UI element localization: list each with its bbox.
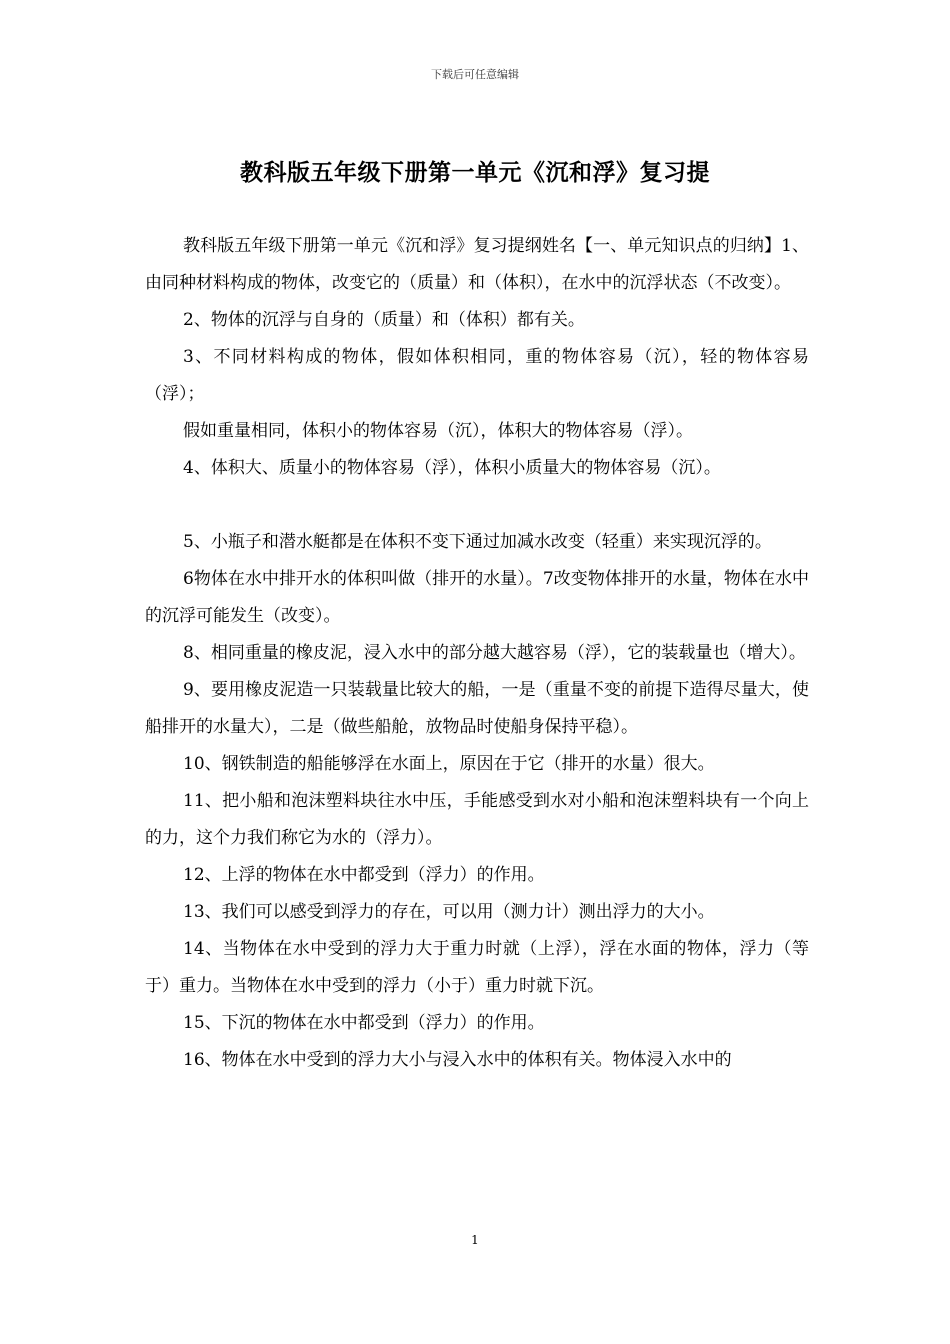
page-title: 教科版五年级下册第一单元《沉和浮》复习提 xyxy=(240,159,710,186)
paragraph-4: 4、体积大、质量小的物体容易（浮），体积小质量大的物体容易（沉）。 xyxy=(183,458,721,478)
paragraph-9: 9、要用橡皮泥造一只装载量比较大的船，一是（重量不变的前提下造得尽量大，使船排开的水量大），二是（做些船舱，放物品时使船身保持平稳）。 xyxy=(145,680,809,737)
document-body xyxy=(145,228,809,1079)
page-number: 1 xyxy=(471,1233,479,1247)
paragraph-intro: 教科版五年级下册第一单元《沉和浮》复习提纲姓名【一、单元知识点的归纳】1、由同种材料构成的物体，改变它的（质量）和（体积），在水中的沉浮状态（不改变）。 xyxy=(145,236,809,293)
paragraph-11: 11、把小船和泡沫塑料块往水中压，手能感受到水对小船和泡沫塑料块有一个向上的力，这个力我们称它为水的（浮力）。 xyxy=(145,791,809,848)
paragraph-10: 10、钢铁制造的船能够浮在水面上，原因在于它（排开的水量）很大。 xyxy=(183,754,715,774)
paragraph-13: 13、我们可以感受到浮力的存在，可以用（测力计）测出浮力的大小。 xyxy=(183,902,715,922)
header-note: 下载后可任意编辑 xyxy=(431,68,519,81)
paragraph-3-continued: 假如重量相同，体积小的物体容易（沉），体积大的物体容易（浮）。 xyxy=(183,421,693,441)
paragraph-12: 12、上浮的物体在水中都受到（浮力）的作用。 xyxy=(183,865,545,885)
paragraph-16: 16、物体在水中受到的浮力大小与浸入水中的体积有关。物体浸入水中的 xyxy=(183,1050,732,1070)
paragraph-15: 15、下沉的物体在水中都受到（浮力）的作用。 xyxy=(183,1013,545,1033)
paragraph-2: 2、物体的沉浮与自身的（质量）和（体积）都有关。 xyxy=(183,310,585,330)
paragraph-6-7: 6物体在水中排开水的体积叫做（排开的水量）。7改变物体排开的水量，物体在水中的沉浮可能发生（改变）。 xyxy=(145,569,809,626)
paragraph-8: 8、相同重量的橡皮泥，浸入水中的部分越大越容易（浮），它的装载量也（增大）。 xyxy=(183,643,806,663)
paragraph-3: 3、不同材料构成的物体，假如体积相同，重的物体容易（沉），轻的物体容易（浮）； xyxy=(145,347,809,404)
paragraph-5: 5、小瓶子和潜水艇都是在体积不变下通过加减水改变（轻重）来实现沉浮的。 xyxy=(183,532,772,552)
paragraph-14: 14、当物体在水中受到的浮力大于重力时就（上浮），浮在水面的物体，浮力（等于）重力。当物体在水中受到的浮力（小于）重力时就下沉。 xyxy=(145,939,809,996)
